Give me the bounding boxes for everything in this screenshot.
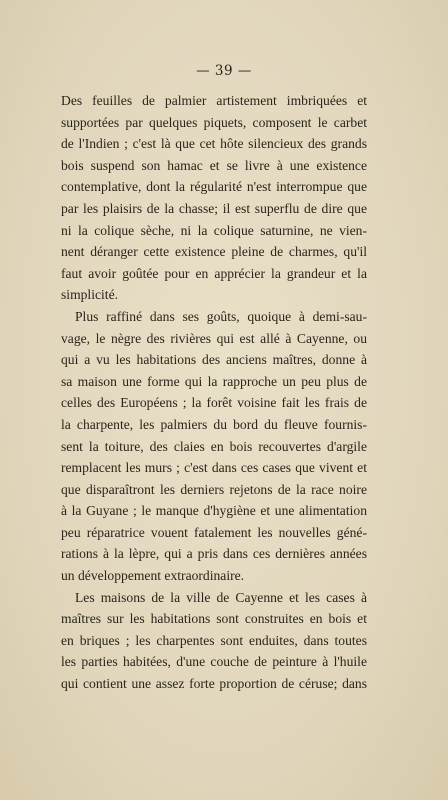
paragraph xyxy=(61,587,367,695)
text-line: de l'Indien ; c'est là que cet hôte silencieux des grands xyxy=(61,136,367,152)
text-line: Plus raffiné dans ses goûts, quoique à demi-sau- xyxy=(75,308,367,324)
text-line: sent la toiture, des claies en bois recouvertes d'argile xyxy=(61,438,367,454)
text-line: en briques ; les charpentes sont enduites, dans toutes xyxy=(61,632,367,648)
text-line: contemplative, dont la régularité n'est interrompue que xyxy=(61,179,367,195)
text-line: peu réparatrice vouent fatalement les nouvelles géné- xyxy=(61,524,367,540)
paragraph xyxy=(61,90,367,306)
text-line: bois suspend son hamac et se livre à une existence xyxy=(61,157,367,173)
text-line: la charpente, les palmiers du bord du fleuve fournis- xyxy=(61,416,367,432)
text-line: faut avoir goûtée pour en apprécier la grandeur et la xyxy=(61,265,367,281)
paragraph xyxy=(61,306,367,587)
text-line: Des feuilles de palmier artistement imbriquées et xyxy=(61,93,367,108)
text-line: celles des Européens ; la forêt voisine fait les frais de xyxy=(61,395,367,411)
body-text xyxy=(61,90,367,695)
text-line: rations à la lèpre, qui a pris dans ces dernières années xyxy=(61,546,367,562)
text-line: remplacent les murs ; c'est dans ces cases que vivent et xyxy=(61,460,367,476)
text-line: sa maison une forme qui la rapproche un peu plus de xyxy=(61,373,367,389)
text-line: Les maisons de la ville de Cayenne et les cases à xyxy=(75,589,367,605)
text-line: supportées par quelques piquets, composent le carbet xyxy=(61,114,367,130)
text-line: que disparaîtront les derniers rejetons de la race noire xyxy=(61,481,367,497)
text-line: vage, le nègre des rivières qui est allé à Cayenne, ou xyxy=(61,330,367,346)
page-number: — 39 — xyxy=(196,63,252,79)
text-line: un développement extraordinaire. xyxy=(61,568,245,584)
text-line: maîtres sur les habitations sont construites en bois et xyxy=(61,611,367,627)
text-line: à la Guyane ; le manque d'hygiène et une alimentation xyxy=(61,503,367,519)
text-line: qui contient une assez forte proportion de céruse; dans xyxy=(61,676,367,692)
text-line: par les plaisirs de la chasse; il est superflu de dire que xyxy=(61,200,367,216)
text-line: ni la colique sèche, ni la colique saturnine, ne vien- xyxy=(61,222,367,238)
text-line: qui a vu les habitations des anciens maîtres, donne à xyxy=(61,352,367,368)
text-line: simplicité. xyxy=(61,287,119,303)
text-line: nent déranger cette existence pleine de charmes, qu'il xyxy=(61,244,367,260)
text-line: les parties habitées, d'une couche de peinture à l'huile xyxy=(61,654,367,670)
